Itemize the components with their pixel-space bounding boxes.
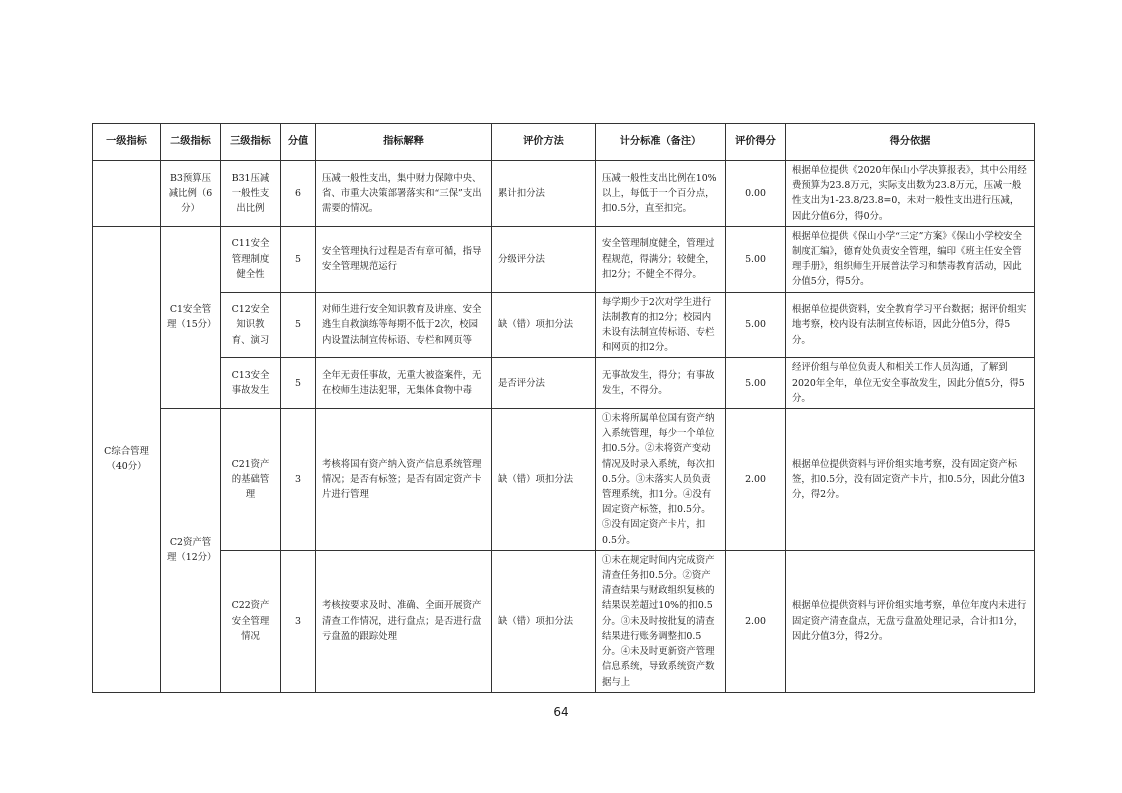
cell-explanation: 考核将国有资产纳入资产信息系统管理情况；是否有标签；是否有固定资产卡片进行管理 bbox=[316, 409, 492, 551]
cell-level1 bbox=[93, 161, 161, 227]
cell-level3: C22资产 安全管理 情况 bbox=[221, 550, 281, 692]
table-row-c13 bbox=[93, 358, 1035, 409]
cell-score: 6 bbox=[281, 161, 316, 227]
cell-got-score: 0.00 bbox=[726, 161, 786, 227]
cell-explanation: 安全管理执行过程是否有章可循，指导安全管理规范运行 bbox=[316, 226, 492, 292]
cell-basis: 根据单位提供《保山小学“三定”方案》《保山小学校安全制度汇编》，德育处负责安全管理，编印《班主任安全管理手册》，组织师生开展普法学习和禁毒教育活动，因此分值5分，得5分。 bbox=[786, 226, 1035, 292]
cell-score: 3 bbox=[281, 550, 316, 692]
cell-score: 5 bbox=[281, 292, 316, 358]
cell-standard: 每学期少于2次对学生进行法制教育的扣2分；校园内未设有法制宣传标语、专栏和网页的扣2分。 bbox=[596, 292, 726, 358]
table-row-c12 bbox=[93, 292, 1035, 358]
table-row-b31 bbox=[93, 161, 1035, 227]
page-number: 64 bbox=[553, 705, 569, 719]
cell-method: 分级评分法 bbox=[492, 226, 596, 292]
cell-got-score: 2.00 bbox=[726, 550, 786, 692]
cell-explanation: 全年无责任事故，无重大被盗案件，无在校师生违法犯罪，无集体食物中毒 bbox=[316, 358, 492, 409]
cell-method: 是否评分法 bbox=[492, 358, 596, 409]
cell-got-score: 5.00 bbox=[726, 292, 786, 358]
cell-score: 5 bbox=[281, 358, 316, 409]
cell-got-score: 2.00 bbox=[726, 409, 786, 551]
cell-level2: B3预算压 减比例（6 分） bbox=[161, 161, 221, 227]
cell-level2-c2: C2资产管 理（12分） bbox=[161, 409, 221, 693]
cell-level3: C11安全 管理制度 健全性 bbox=[221, 226, 281, 292]
header-level1: 一级指标 bbox=[93, 124, 161, 161]
cell-method: 缺（错）项扣分法 bbox=[492, 409, 596, 551]
cell-basis: 根据单位提供《2020年保山小学决算报表》，其中公用经费预算为23.8万元，实际支出数为23.8万元，压减一般性支出为1-23.8/23.8=0，未对一般性支出进行压减，因此分值6分，得0分。 bbox=[786, 161, 1035, 227]
cell-method: 累计扣分法 bbox=[492, 161, 596, 227]
cell-method: 缺（错）项扣分法 bbox=[492, 550, 596, 692]
cell-standard: 无事故发生，得分；有事故发生，不得分。 bbox=[596, 358, 726, 409]
header-level2: 二级指标 bbox=[161, 124, 221, 161]
cell-got-score: 5.00 bbox=[726, 358, 786, 409]
cell-basis: 根据单位提供资料，安全教育学习平台数据；据评价组实地考察，校内设有法制宣传标语，因此分值5分，得5分。 bbox=[786, 292, 1035, 358]
cell-standard: 压减一般性支出比例在10%以上，每低于一个百分点，扣0.5分，直至扣完。 bbox=[596, 161, 726, 227]
cell-level3: C13安全 事故发生 bbox=[221, 358, 281, 409]
cell-standard: ①未将所属单位国有资产纳入系统管理，每少一个单位扣0.5分。②未将资产变动情况及时录入系统，每次扣0.5分。③未落实人员负责管理系统，扣1分。④没有固定资产标签，扣0.5分。⑤没有固定资产卡片，扣0.5分。 bbox=[596, 409, 726, 551]
cell-level3: B31压减 一般性支 出比例 bbox=[221, 161, 281, 227]
table-row-c21 bbox=[93, 409, 1035, 551]
header-method: 评价方法 bbox=[492, 124, 596, 161]
cell-method: 缺（错）项扣分法 bbox=[492, 292, 596, 358]
cell-explanation: 考核按要求及时、准确、全面开展资产清查工作情况，进行盘点；是否进行盘亏盘盈的跟踪处理 bbox=[316, 550, 492, 692]
cell-basis: 经评价组与单位负责人和相关工作人员沟通，了解到2020年全年，单位无安全事故发生，因此分值5分，得5分。 bbox=[786, 358, 1035, 409]
cell-level1-c: C综合管理 （40分） bbox=[93, 226, 161, 692]
header-standard: 计分标准（备注） bbox=[596, 124, 726, 161]
table-row-c11 bbox=[93, 226, 1035, 292]
cell-got-score: 5.00 bbox=[726, 226, 786, 292]
header-got-score: 评价得分 bbox=[726, 124, 786, 161]
cell-explanation: 压减一般性支出，集中财力保障中央、省、市重大决策部署落实和“三保”支出需要的情况。 bbox=[316, 161, 492, 227]
cell-standard: 安全管理制度健全，管理过程规范，得满分；较健全，扣2分；不健全不得分。 bbox=[596, 226, 726, 292]
header-level3: 三级指标 bbox=[221, 124, 281, 161]
header-score: 分值 bbox=[281, 124, 316, 161]
cell-score: 5 bbox=[281, 226, 316, 292]
evaluation-table bbox=[92, 123, 1035, 693]
cell-basis: 根据单位提供资料与评价组实地考察，没有固定资产标签，扣0.5分，没有固定资产卡片，扣0.5分，因此分值3分，得2分。 bbox=[786, 409, 1035, 551]
cell-score: 3 bbox=[281, 409, 316, 551]
cell-level3: C12安全 知识教 育、演习 bbox=[221, 292, 281, 358]
header-basis: 得分依据 bbox=[786, 124, 1035, 161]
cell-level2-c1: C1安全管 理（15分） bbox=[161, 226, 221, 408]
table-row-c22 bbox=[93, 550, 1035, 692]
cell-explanation: 对师生进行安全知识教育及讲座、安全逃生自救演练等每期不低于2次，校园内设置法制宣传标语、专栏和网页等 bbox=[316, 292, 492, 358]
cell-level3: C21资产 的基础管 理 bbox=[221, 409, 281, 551]
header-row bbox=[93, 124, 1035, 161]
header-explanation: 指标解释 bbox=[316, 124, 492, 161]
cell-basis: 根据单位提供资料与评价组实地考察，单位年度内未进行固定资产清查盘点，无盘亏盘盈处理记录，合计扣1分，因此分值3分，得2分。 bbox=[786, 550, 1035, 692]
cell-standard: ①未在规定时间内完成资产清查任务扣0.5分。②资产清查结果与财政组织复核的结果误差超过10%的扣0.5分。③未及时按批复的清查结果进行账务调整扣0.5分。④未及时更新资产管理信息系统，导致系统资产数据与上 bbox=[596, 550, 726, 692]
